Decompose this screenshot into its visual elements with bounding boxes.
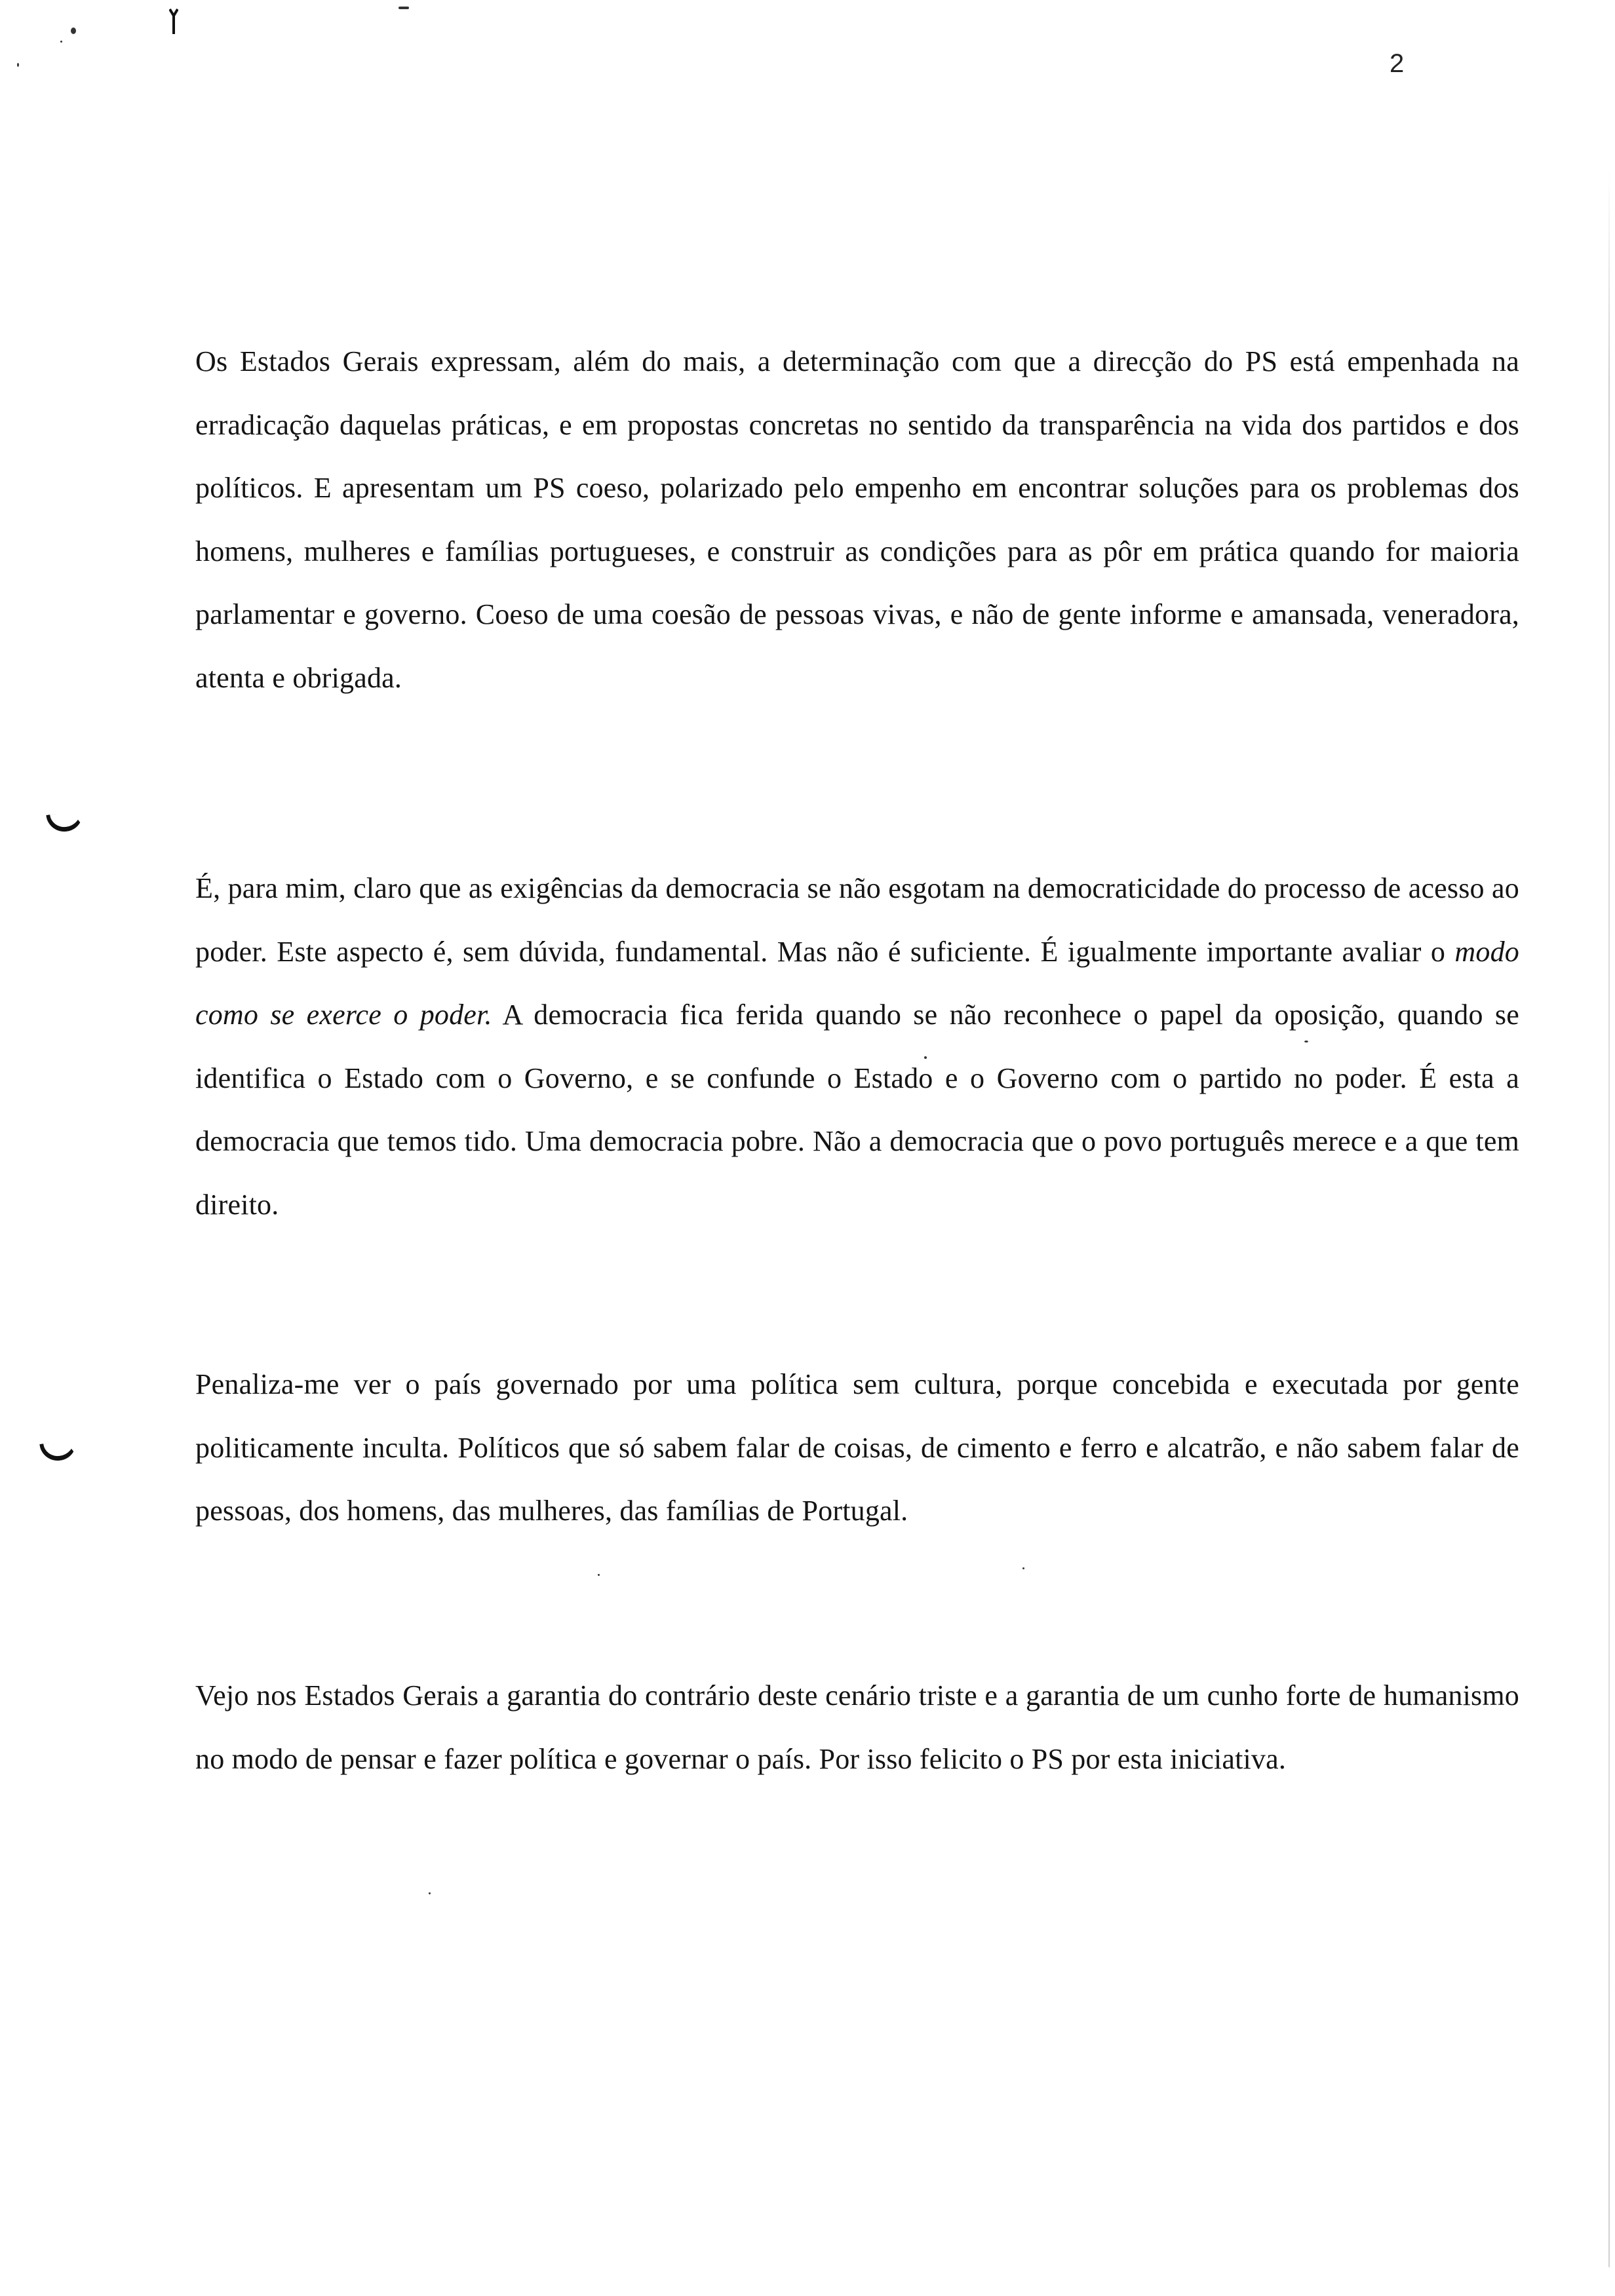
paragraph-text: É, para mim, claro que as exigências da democracia se não esgotam na democraticidade do processo de acesso ao poder. Este aspecto é, sem dúvida, fundamental. Mas não é suficiente. É igualmente importante avaliar o: [195, 872, 1519, 968]
scan-speck: [60, 41, 62, 43]
scan-speck: [1022, 1567, 1024, 1569]
scan-speck: [598, 1574, 600, 1576]
scan-edge-shadow: [1608, 170, 1610, 2267]
scan-speck: [429, 1892, 431, 1894]
scan-speck: [71, 28, 76, 34]
paragraph-democracia: [195, 857, 1519, 1236]
paragraph-estados-gerais: Os Estados Gerais expressam, além do mais, a determinação com que a direcção do PS está empenhada na erradicação daquelas práticas, e em propostas concretas no sentido da transparência na vida dos partidos e dos políticos. E apresentam um PS coeso, polarizado pelo empenho em encontrar soluções para os problemas dos homens, mulheres e famílias portugueses, e construir as condições para as pôr em prática quando for maioria parlamentar e governo. Coeso de uma coesão de pessoas vivas, e não de gente informe e amansada, veneradora, atenta e obrigada.: [195, 345, 1519, 694]
page-number: 2: [1390, 49, 1405, 78]
paragraph-text: A democracia fica ferida quando se não reconhece o papel da oposição, quando se identifica o Estado com o Governo, e se confunde o Estado e o Governo com o partido no poder. É esta a democracia que temos tido. Uma democracia pobre. Não a democracia que o povo português merece e a que tem direito.: [195, 999, 1519, 1221]
scan-speck: [17, 63, 19, 67]
margin-check-mark: [39, 1439, 78, 1463]
margin-check-mark: [46, 810, 85, 834]
paragraph-conclusao: Vejo nos Estados Gerais a garantia do contrário deste cenário triste e a garantia de um cunho forte de humanismo no modo de pensar e fazer política e governar o país. Por isso felicito o PS por esta iniciativa.: [195, 1679, 1519, 1775]
scan-speck: [399, 7, 409, 9]
paragraph-politica-sem-cultura: Penaliza-me ver o país governado por uma política sem cultura, porque concebida e executada por gente politicamente inculta. Políticos que só sabem falar de coisas, de cimento e ferro e alcatrão, e não sabem falar de pessoas, dos homens, das mulheres, das famílias de Portugal.: [195, 1368, 1519, 1527]
top-scan-mark: [169, 7, 178, 35]
italic-emphasis: modo como se exerce o poder.: [195, 935, 1519, 1031]
